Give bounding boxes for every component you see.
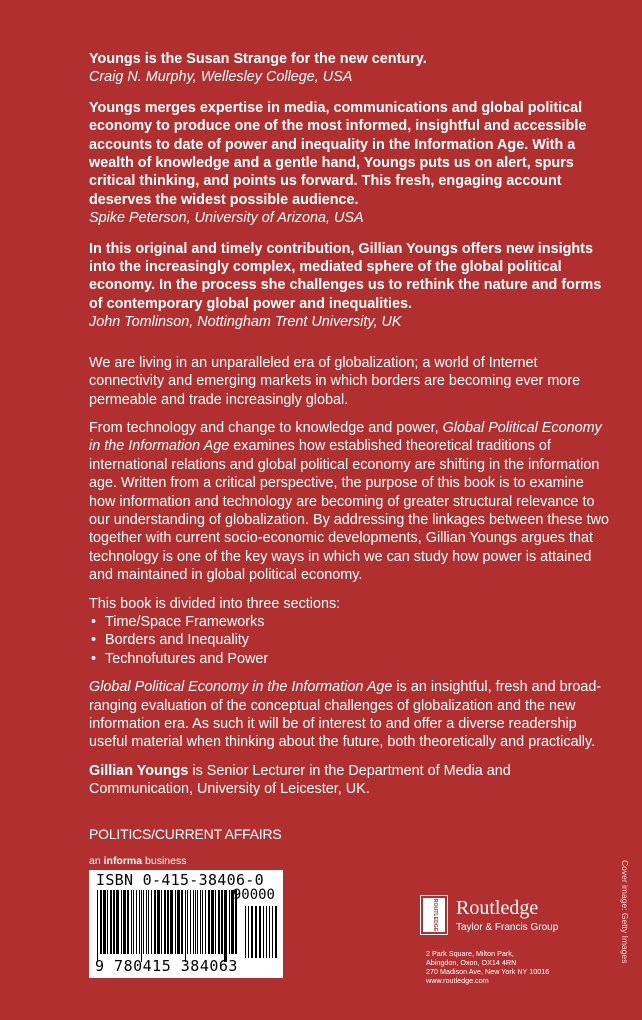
barcode-bar	[221, 890, 223, 954]
informa-suffix: business	[142, 855, 187, 867]
barcode-bar	[177, 890, 180, 954]
author-bio-text	[89, 762, 611, 799]
barcode-addon-bar	[275, 906, 277, 958]
price-code: 90000	[232, 887, 275, 903]
barcode-bar	[141, 890, 142, 962]
barcode-bar	[208, 890, 210, 954]
barcode-bar	[148, 890, 149, 954]
barcode-bar	[121, 890, 122, 954]
barcode-addon-bar	[269, 906, 270, 958]
barcode-addon-bar	[259, 906, 261, 958]
barcode-bar	[167, 890, 169, 954]
informa-prefix: an	[89, 855, 104, 867]
barcode-bar	[187, 890, 188, 954]
barcode-bar	[170, 890, 173, 954]
body-text: examines how established theoretical traditions of international relations and global political economy are shifting in the information age. Written from a critical perspective, the purpose of this book is to examine how information and technology are becoming of greater structural relevance to our understanding of globalization. By addressing the linkages between these two together with current socio-economic developments, Gillian Youngs argues that technology is one of the key ways in which we can study how power is attained and maintained in global political economy.	[89, 438, 610, 584]
address-line: 2 Park Square, Milton Park,	[426, 949, 514, 958]
barcode-bar	[185, 890, 186, 962]
intro-paragraph: We are living in an unparalleled era of globalization; a world of Internet connectivity and emerging markets in which borders are becoming ever more permeable and trade increasingly global.	[89, 354, 581, 408]
barcode-bar	[205, 890, 206, 954]
barcode-bar	[229, 890, 230, 954]
sections-intro: This book is divided into three sections:	[89, 595, 341, 612]
barcode-bar	[139, 890, 140, 954]
section-item: • Time/Space Frameworks	[89, 613, 611, 631]
author-bio-body: is Senior Lecturer in the Department of Media and Communication, University of Leicester, UK.	[89, 762, 511, 798]
informa-business	[89, 855, 186, 867]
sections-block	[89, 595, 611, 669]
svg-text:ROUTLEDGE: ROUTLEDGE	[432, 898, 438, 932]
evaluation-text	[89, 678, 611, 752]
ean-number: 9 780415 384063	[95, 957, 238, 975]
subject-category: POLITICS/CURRENT AFFAIRS	[89, 826, 282, 842]
author-name: Gillian Youngs	[89, 762, 189, 779]
barcode-bar	[211, 890, 214, 954]
isbn-label: ISBN 0-415-38406-0	[96, 871, 264, 889]
barcode-bar	[193, 890, 194, 954]
barcode-bar	[197, 890, 198, 954]
barcode-addon-bar	[263, 906, 264, 958]
review-source: John Tomlinson, Nottingham Trent University, UK	[89, 314, 402, 331]
barcode-bar	[110, 890, 112, 954]
barcode-bar	[215, 890, 216, 954]
barcode-bar	[218, 890, 220, 954]
barcode-addon-bar	[272, 906, 273, 958]
sections-list	[89, 613, 611, 668]
body-text: is an insightful, fresh and broad-ranging evaluation of the conceptual challenges of globalization and the new information era. As such it will be of interest to and offer a diverse readership useful material when thinking about the future, both theoretically and practically.	[89, 679, 602, 751]
image-credit: Cover image: Getty Images	[620, 860, 630, 964]
barcode-bar	[143, 890, 144, 954]
review-source: Spike Peterson, University of Arizona, USA	[89, 210, 364, 227]
author-bio	[89, 762, 611, 799]
review	[89, 240, 611, 332]
book-title: Global Political Economy in the Information Age	[89, 679, 393, 696]
barcode-bar	[116, 890, 119, 954]
barcode-bar	[195, 890, 196, 954]
barcode-addon-bar	[266, 906, 267, 958]
barcode-bar	[107, 890, 108, 954]
description-intro	[89, 354, 611, 409]
book-title: Global Political Economy in the Information Age	[89, 419, 602, 455]
routledge-logo-icon	[420, 895, 448, 935]
section-item: • Technofutures and Power	[89, 650, 611, 668]
evaluation-paragraph	[89, 678, 611, 752]
review-quote: Youngs merges expertise in media, communications and global political economy to produce one of the most informed, insightful and accessible accounts to date of power and inequality in the Information Age. With a wealth of knowledge and a gentle hand, Youngs puts us on alert, spurs critical thinking, and points us forward. This fresh, engaging account deserves the widest possible audience.	[89, 99, 587, 208]
barcode-bar	[133, 890, 134, 954]
barcode-bar	[200, 890, 201, 954]
barcode-bar	[154, 890, 156, 954]
section-item: • Borders and Inequality	[89, 631, 611, 649]
barcode-bar	[123, 890, 126, 954]
back-cover-text	[89, 50, 611, 809]
barcode-addon-bar	[248, 906, 249, 958]
publisher-group: Taylor & Francis Group	[456, 922, 559, 933]
barcode-bar	[224, 890, 227, 962]
barcode-bar	[146, 890, 147, 954]
barcode	[89, 870, 283, 978]
barcode-bar	[136, 890, 137, 954]
barcode-bar	[161, 890, 162, 954]
review-source: Craig N. Murphy, Wellesley College, USA	[89, 69, 353, 86]
review-quote: In this original and timely contribution, Gillian Youngs offers new insights into the increasingly complex, mediated sphere of the global political economy. In the process she challenges us to rethink the nature and forms of contemporary global power and inequalities.	[89, 240, 602, 312]
review	[89, 99, 611, 228]
barcode-bar	[103, 890, 106, 954]
publisher-address	[426, 949, 549, 985]
review	[89, 50, 611, 87]
barcode-addon-bar	[251, 906, 253, 958]
barcode-addon-bar	[255, 906, 257, 958]
barcode-bar	[131, 890, 132, 954]
body-text: From technology and change to knowledge and power,	[89, 419, 443, 436]
barcode-bar	[151, 890, 152, 954]
informa-brand: informa	[103, 855, 143, 867]
address-line: Abingdon, Oxon, OX14 4RN	[426, 958, 517, 967]
review-quote: Youngs is the Susan Strange for the new century.	[89, 51, 427, 67]
barcode-addon-bar	[245, 906, 246, 958]
barcode-bar	[175, 890, 176, 954]
barcode-bar	[100, 890, 102, 954]
barcode-bar	[127, 890, 129, 954]
description-body	[89, 419, 611, 585]
barcode-bar	[190, 890, 191, 954]
address-line: 270 Madison Ave, New York NY 10016	[426, 967, 550, 976]
barcode-bar	[181, 890, 183, 954]
barcode-bar	[202, 890, 203, 954]
publisher-name: Routledge	[456, 897, 539, 919]
publisher-website: www.routledge.com	[426, 976, 489, 985]
body-paragraph	[89, 419, 611, 585]
barcode-bar	[157, 890, 160, 954]
barcode-bar	[164, 890, 166, 954]
barcode-bar	[113, 890, 115, 954]
barcode-bar	[97, 890, 98, 962]
